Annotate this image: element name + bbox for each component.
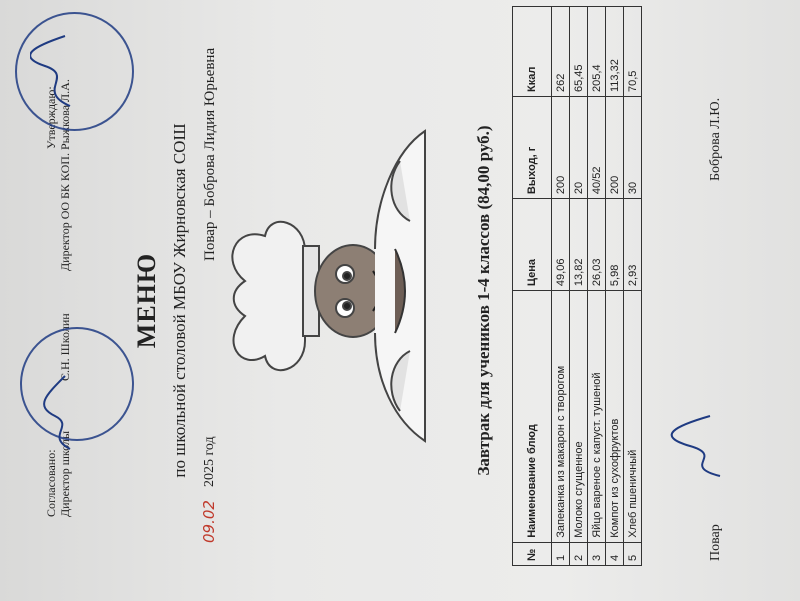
- table-row: [606, 7, 624, 566]
- col-header-kcal: Ккал: [513, 7, 552, 97]
- cell-price: 5,98: [606, 199, 624, 291]
- table-header-row: [513, 7, 552, 566]
- date-handwritten: 09.02: [200, 500, 218, 543]
- cell-kcal: 205,4: [588, 7, 606, 97]
- cell-number: 1: [552, 542, 570, 565]
- cell-output: 40/52: [588, 97, 606, 199]
- cell-kcal: 262: [552, 7, 570, 97]
- table-row: [588, 7, 606, 566]
- col-header-output: Выход, г: [513, 97, 552, 199]
- cell-dish: Молоко сгущенное: [570, 291, 588, 543]
- signature-right: [30, 31, 80, 111]
- table-row: [552, 7, 570, 566]
- col-header-number: №: [513, 542, 552, 565]
- cook-signature: [670, 411, 730, 481]
- page-subtitle: по школьной столовой МБОУ Жирновская СОШ: [170, 123, 189, 478]
- cell-output: 20: [570, 97, 588, 199]
- signature-left: [40, 371, 80, 451]
- cell-number: 3: [588, 542, 606, 565]
- cell-kcal: 65,45: [570, 7, 588, 97]
- cell-dish: Запеканка из макарон с творогом: [552, 291, 570, 543]
- approve-label: Утверждаю:: [44, 86, 58, 149]
- meal-title: Завтрак для учеников 1-4 классов (84,00 руб.): [474, 125, 493, 476]
- cook-line: Повар – Боброва Лидия Юрьевна: [202, 47, 218, 261]
- table-row: [624, 7, 642, 566]
- approve-position: Директор ОО БК КОП. Рыжкова Л.А.: [58, 79, 72, 271]
- cell-kcal: 113,32: [606, 7, 624, 97]
- cell-output: 30: [624, 97, 642, 199]
- cell-price: 13,82: [570, 199, 588, 291]
- cell-dish: Компот из сухофруктов: [606, 291, 624, 543]
- agreed-name: С.Н. Школин: [58, 313, 72, 381]
- cell-output: 200: [606, 97, 624, 199]
- cell-number: 2: [570, 542, 588, 565]
- agreed-position: Директор школы: [58, 430, 72, 517]
- cell-dish: Хлеб пшеничный: [624, 291, 642, 543]
- col-header-dish: Наименование блюд: [513, 291, 552, 543]
- date-printed: 2025 год: [202, 436, 217, 487]
- cell-output: 200: [552, 97, 570, 199]
- page-title: МЕНЮ: [132, 252, 161, 349]
- cook-sign-name: Боброва Л.Ю.: [708, 97, 723, 181]
- cell-number: 5: [624, 542, 642, 565]
- agreed-label: Согласовано:: [44, 449, 58, 517]
- menu-table: [512, 6, 642, 566]
- cell-price: 49,06: [552, 199, 570, 291]
- cook-sign-label: Повар: [708, 524, 723, 561]
- cell-dish: Яйцо вареное с капуст. тушеной: [588, 291, 606, 543]
- table-row: [570, 7, 588, 566]
- chef-illustration: [225, 121, 455, 451]
- col-header-price: Цена: [513, 199, 552, 291]
- cell-price: 26,03: [588, 199, 606, 291]
- cell-price: 2,93: [624, 199, 642, 291]
- cell-kcal: 70,5: [624, 7, 642, 97]
- cell-number: 4: [606, 542, 624, 565]
